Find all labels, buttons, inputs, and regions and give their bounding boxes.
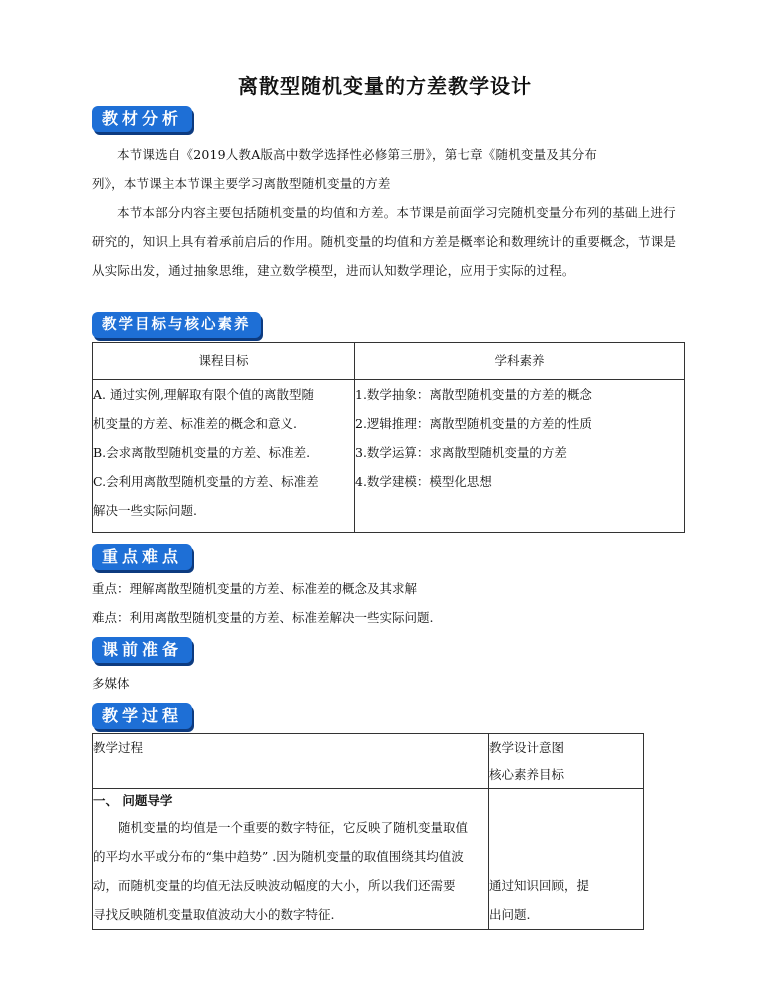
process-table xyxy=(92,733,644,930)
document-title: 离散型随机变量的方差教学设计 xyxy=(238,74,532,98)
process-step-line: 寻找反映随机变量取值波动大小的数字特征. xyxy=(93,907,335,922)
process-header-intent xyxy=(489,734,644,789)
process-step-1-intent xyxy=(489,789,644,930)
process-header-steps: 教学过程 xyxy=(93,734,489,789)
analysis-paragraph-2: 本节本部分内容主要包括随机变量的均值和方差。本节课是前面学习完随机变量分布列的基础上进行研究的，知识上具有着承前启后的作用。随机变量的均值和方差是概率论和数理统计的重要概念，节课是从实际出发，通过抽象思维，建立数学模型，进而认知数学理论，应用于实际的过程。 xyxy=(92,205,677,278)
goals-literacy-cell xyxy=(355,380,685,533)
process-step-line: 的平均水平或分布的“集中趋势” .因为随机变量的取值围绕其均值波 xyxy=(93,849,464,864)
process-step-line: 随机变量的均值是一个重要的数字特征，它反映了随机变量取值 xyxy=(118,820,469,835)
prep-text: 多媒体 xyxy=(92,676,130,691)
section-banner-analysis: 教材分析 xyxy=(92,106,192,132)
course-goal-line: A. 通过实例,理解取有限个值的离散型随 xyxy=(93,387,314,402)
process-step-1-cell xyxy=(93,789,489,930)
process-header-intent-line2: 核心素养目标 xyxy=(489,767,565,782)
process-intent-line2: 出问题. xyxy=(489,907,531,922)
section-banner-goals: 教学目标与核心素养 xyxy=(92,312,261,338)
analysis-paragraph-1 xyxy=(92,140,684,198)
course-goal-line: C.会利用离散型随机变量的方差、标准差 xyxy=(93,474,319,489)
analysis-p1-line2: 列》，本节课主本节课主要学习离散型随机变量的方差 xyxy=(92,176,391,191)
goals-header-literacy: 学科素养 xyxy=(355,343,685,380)
analysis-p1-line1: 本节课选自《2019人教A版高中数学选择性必修第三册》，第七章《随机变量及其分布 xyxy=(117,147,598,162)
goals-table xyxy=(92,342,685,533)
goals-course-cell xyxy=(93,380,355,533)
section-banner-process: 教学过程 xyxy=(92,703,192,729)
process-step-1-title: 一、 问题导学 xyxy=(93,793,173,808)
process-header-intent-line1: 教学设计意图 xyxy=(489,740,565,755)
section-banner-prep: 课前准备 xyxy=(92,637,192,663)
difficult-point: 难点：利用离散型随机变量的方差、标准差解决一些实际问题. xyxy=(92,610,434,625)
literacy-line: 4.数学建模：模型化思想 xyxy=(355,474,492,489)
literacy-line: 1.数学抽象：离散型随机变量的方差的概念 xyxy=(355,387,592,402)
section-banner-keypoints: 重点难点 xyxy=(92,544,192,570)
process-step-line: 动，而随机变量的均值无法反映波动幅度的大小，所以我们还需要 xyxy=(93,878,456,893)
key-point: 重点：理解离散型随机变量的方差、标准差的概念及其求解 xyxy=(92,581,418,596)
process-intent-line1: 通过知识回顾，提 xyxy=(489,878,590,893)
course-goal-line: 机变量的方差、标准差的概念和意义. xyxy=(93,416,297,431)
goals-header-course: 课程目标 xyxy=(93,343,355,380)
literacy-line: 3.数学运算：求离散型随机变量的方差 xyxy=(355,445,567,460)
literacy-line: 2.逻辑推理：离散型随机变量的方差的性质 xyxy=(355,416,592,431)
course-goal-line: B.会求离散型随机变量的方差、标准差. xyxy=(93,445,311,460)
course-goal-line: 解决一些实际问题. xyxy=(93,503,197,518)
